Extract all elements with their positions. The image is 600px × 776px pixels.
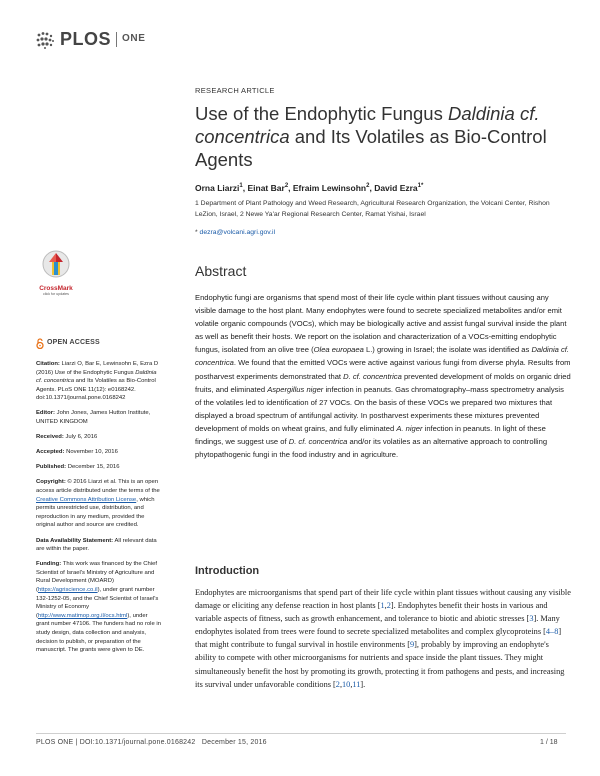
reference-link[interactable]: 2 [386,601,391,611]
editor-text: John Jones, James Hutton Institute, UNITED KINGDOM [36,410,151,426]
reference-link[interactable]: 9 [410,640,415,650]
accepted [36,448,161,457]
text-run: Endophytic fungi are organisms that spend most of their life cycle within plant tissues without causing any visible damage to the host plant. Many endophytes were found to secrete specialized metabolites and/or emit volatile organic compounds (VOCs), which may be biologically active and assist fungal survival inside the plant as well as benefit their hosts. We report on the isolation and characterization of a VOCs-emitting endophytic fungus, isolated from an olive tree ( [195,293,567,355]
citation-label: Citation: [36,361,60,367]
text-run: Endophytes are microorganisms that spend part of their life cycle within plant tissues without causing any visible damage or eliciting any defense reaction in host plants [ [195,588,571,611]
italic-run: Aspergillus niger [267,384,324,394]
italic-run: Olea europaea [313,345,364,355]
received [36,433,161,442]
funding-text2: ), under grant number 132-1252-05, and the Chief Scientist of Israel's Ministry of Economy ( [36,586,159,619]
funding-link-1[interactable]: https://agriscience.co.il [37,586,98,593]
funding-link-2[interactable]: http://www.matimop.org.il/ocs.html [37,612,128,619]
copyright-text1: © 2016 Liarzi et al. This is an open access article distributed under the terms of the [36,479,160,495]
italic-run: D. cf. concentrica [343,371,402,381]
published-text: December 15, 2016 [67,464,120,471]
footer-citation: PLOS ONE | DOI:10.1371/journal.pone.0168242 December 15, 2016 [36,739,267,746]
text-run: ]. [360,679,366,689]
author-list: Orna Liarzi$^1$, Einat Bar$^2$, Efraim Lewinsohn$^2$, David Ezra$^{1*}$ [195,183,424,193]
italic-run: Daldinia cf. concentrica [195,345,570,368]
logo-separator [116,32,117,47]
license-link[interactable]: Creative Commons Attribution License [36,496,137,503]
author-name: Einat Bar [247,183,285,193]
received-text: July 6, 2016 [65,434,98,441]
editor-label: Editor: [36,410,55,417]
copyright [36,478,161,530]
author-name: Orna Liarzi [195,183,240,193]
author-affiliation-mark: 1 [239,183,243,190]
introduction-heading: Introduction [195,565,260,577]
footer-divider [36,733,566,734]
text-run: , [339,679,343,689]
title-part2: and Its Volatiles as Bio-Control Agents [195,126,547,170]
title-part1: Use of the Endophytic Fungus [195,103,448,124]
funding-text3: ), under grant number 47106. The funders had no role in study design, data collection and analysis, decision to publish, or preparation of the manuscript. The grants were given to DE. [36,612,161,654]
text-run: infection in peanuts. In light of these findings, we suggest use of [195,423,546,447]
logo-text: PLOS [60,29,112,49]
reference-link[interactable]: 3 [529,614,534,624]
accepted-label: Accepted: [36,449,65,456]
crossmark-icon [37,249,75,279]
data-availability [36,537,161,554]
author-affiliation-mark: 2 [366,183,370,190]
text-run: ] that might contribute to fungal survival in hostile environments [ [195,627,562,650]
citation-italic: Daldinia cf. concentrica [36,369,157,385]
abstract-heading: Abstract [195,263,247,279]
funding-text1: This work was financed by the Chief Scientist of Israel's Ministry of Agriculture and Rural Development (MOARD) ( [36,561,158,593]
open-lock-icon [36,338,44,349]
plos-one-logo [36,28,166,50]
crossmark-sub: click for updates [43,292,69,296]
published [36,463,161,472]
open-access-label: OPEN ACCESS [47,339,100,347]
reference-link[interactable]: 11 [352,679,361,689]
page-number: 1 / 18 [540,739,558,746]
corresponding-email [195,229,275,236]
author-name: David Ezra [374,183,418,193]
data-label: Data Availability Statement: [36,537,114,544]
reference-link[interactable]: 4–8 [545,627,559,637]
received-label: Received: [36,434,64,441]
citation [36,360,161,403]
article-sidebar [36,338,161,661]
italic-run: A. niger [396,423,423,433]
reference-link[interactable]: 2 [335,679,340,689]
title-italic: Daldinia cf. concentrica [195,103,540,147]
editor [36,409,161,426]
introduction-text [195,586,571,691]
text-run: ], probably by improving an endophyte's ability to compete with other microorganisms for nutrients and space inside the plant tissues. They might simultaneously benefit the host by promoting its growth, protecting it from pathogens and pests, and increasing its survival under unfavorable conditions [ [195,640,565,689]
text-run: and/or its volatiles as an alternative approach to controlling phytopathogenic fungi in the food industry and in agriculture. [195,437,548,460]
copyright-label: Copyright: [36,479,66,486]
text-run: ]. Many endophytes isolated from trees were found to secrete specialized metabolites and complex glycoproteins [ [195,614,560,637]
accepted-text: November 10, 2016 [66,449,118,456]
reference-link[interactable]: 1 [380,601,385,611]
affiliations: 1 Department of Plant Pathology and Weed Research, Agricultural Research Organization, the Volcani Center, Rishon LeZion, Israel, 2 Newe Ya'ar Regional Research Center, Ramat Yishai, Israel [195,200,550,218]
text-run: , [384,601,387,611]
email-asterisk: * [195,229,198,236]
author-affiliation-mark: 2 [284,183,289,190]
funding-label: Funding: [36,561,62,568]
published-label: Published: [36,464,67,471]
crossmark-badge[interactable] [37,249,75,296]
text-run: . We found that the emitted VOCs were active against various fungi from diverse phyla. Results from postharvest experiments demonstrated that [195,358,571,381]
article-title [195,102,565,171]
abstract-text [195,291,571,461]
citation-text2: and Its Volatiles as Bio-Control Agents. PLoS ONE 11(12): e0168242. doi:10.1371/journal.pone.0168242 [36,378,156,402]
text-run: , [350,679,353,689]
text-run: infection in peanuts. Gas chromatography–mass spectrometry analysis of the volatiles led to identification of 27 VOCs. On the basis of these VOCs we prepared two mixtures that displayed a broad spectrum of antifungal activity. In postharvest experiments these mixtures prevented development of molds on wheat grains, and fully eliminated [195,384,564,433]
italic-run: D. cf. concentrica [288,437,348,447]
open-access [36,338,161,349]
author-name: Efraim Lewinsohn [292,183,367,193]
text-run: ]. Endophytes benefit their hosts in various and variable aspects of fitness, such as growth enhancement, and tolerance to biotic and abiotic stresses [ [195,601,548,624]
text-run: prevented development of molds on organic dried fruits, and eliminated [195,371,571,394]
email-link[interactable]: dezra@volcani.agri.gov.il [199,229,276,236]
text-run: L.) growing in Israel; the isolate was identified as [363,345,532,355]
reference-link[interactable]: 10 [342,679,351,689]
crossmark-label: CrossMark [39,285,73,292]
logo-sub: ONE [122,33,146,44]
article-type: RESEARCH ARTICLE [195,86,275,95]
citation-text1: Liarzi O, Bar E, Lewinsohn E, Ezra D (2016) Use of the Endophytic Fungus [36,361,159,376]
plos-dots-icon [36,31,56,49]
author-affiliation-mark: 1* [417,183,424,190]
funding [36,560,161,655]
copyright-text2: , which permits unrestricted use, distribution, and reproduction in any medium, provided the original author and source are credited. [36,496,155,529]
data-text: All relevant data are within the paper. [36,537,157,553]
